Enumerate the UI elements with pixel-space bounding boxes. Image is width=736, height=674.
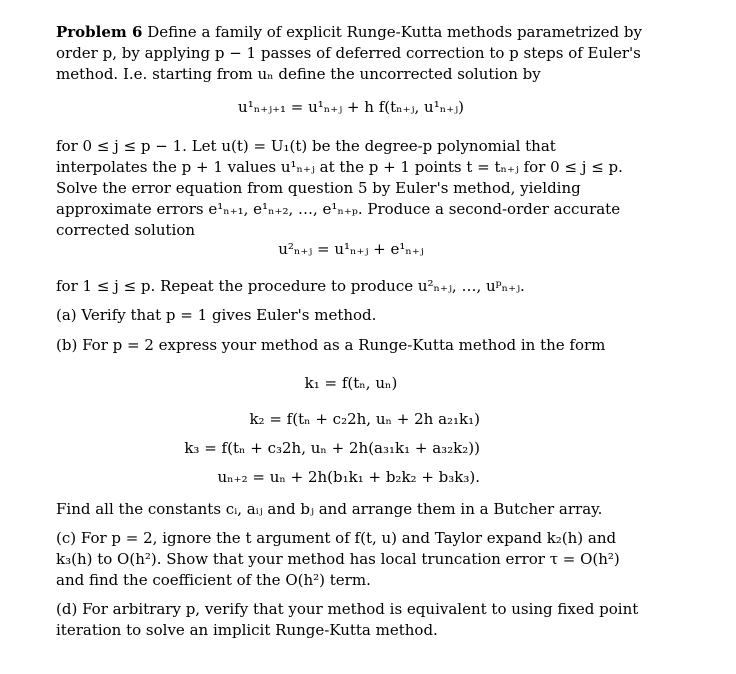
equation-k3-lhs [80, 438, 480, 459]
part-b-constants: Find all the constants cᵢ, aᵢⱼ and bⱼ and arrange them in a Butcher array. [56, 500, 603, 518]
repeat-paragraph: for 1 ≤ j ≤ p. Repeat the procedure to produce u²ₙ₊ⱼ, …, uᵖₙ₊ⱼ. [56, 277, 525, 295]
equation-k2: k₂ = f(tₙ + c₂2h, uₙ + 2h a₂₁k₁) [249, 410, 480, 428]
equation-un2: uₙ₊₂ = uₙ + 2h(b₁k₁ + b₂k₂ + b₃k₃). [217, 468, 480, 486]
part-a: (a) Verify that p = 1 gives Euler's method. [56, 306, 377, 324]
intro-text: Define a family of explicit Runge-Kutta methods parametrized by order p, by applying p − 1 passes of deferred correction to p steps of Euler's method. I.e. starting from uₙ define the uncorrected solution by [56, 23, 647, 83]
intro-paragraph [56, 22, 646, 85]
part-d: (d) For arbitrary p, verify that your method is equivalent to using fixed point iteration to solve an implicit Runge-Kutta method. [56, 600, 644, 639]
problem-heading: Problem 6 [56, 23, 143, 41]
equation-un2-lhs [80, 467, 480, 488]
equation-uncorrected: u¹ₙ₊ⱼ₊₁ = u¹ₙ₊ⱼ + h f(tₙ₊ⱼ, u¹ₙ₊ⱼ) [238, 98, 464, 116]
interpolation-paragraph: for 0 ≤ j ≤ p − 1. Let u(t) = U₁(t) be the degree-p polynomial that interpolates the p + 1 values u¹ₙ₊ⱼ at the p + 1 points t = tₙ₊ⱼ for 0 ≤ j ≤ p. Solve the error equation from question 5 by Euler's method, yielding approximate errors e¹ₙ₊₁, e¹ₙ₊₂, …, e¹ₙ₊ₚ. Produce a second-order accurate corrected solution [56, 137, 628, 239]
part-c: (c) For p = 2, ignore the t argument of f(t, u) and Taylor expand k₂(h) and k₃(h) to O(h²). Show that your method has local truncation error τ = O(h²) and find the coefficient of the O(h²) term. [56, 529, 625, 589]
part-b: (b) For p = 2 express your method as a Runge-Kutta method in the form [56, 336, 606, 354]
equation-k1: k₁ = f(tₙ, uₙ) [304, 374, 398, 392]
equation-k3: k₃ = f(tₙ + c₃2h, uₙ + 2h(a₃₁k₁ + a₃₂k₂)) [184, 439, 480, 457]
equation-corrected: u²ₙ₊ⱼ = u¹ₙ₊ⱼ + e¹ₙ₊ⱼ [278, 240, 424, 258]
equation-k2-lhs [80, 409, 480, 430]
